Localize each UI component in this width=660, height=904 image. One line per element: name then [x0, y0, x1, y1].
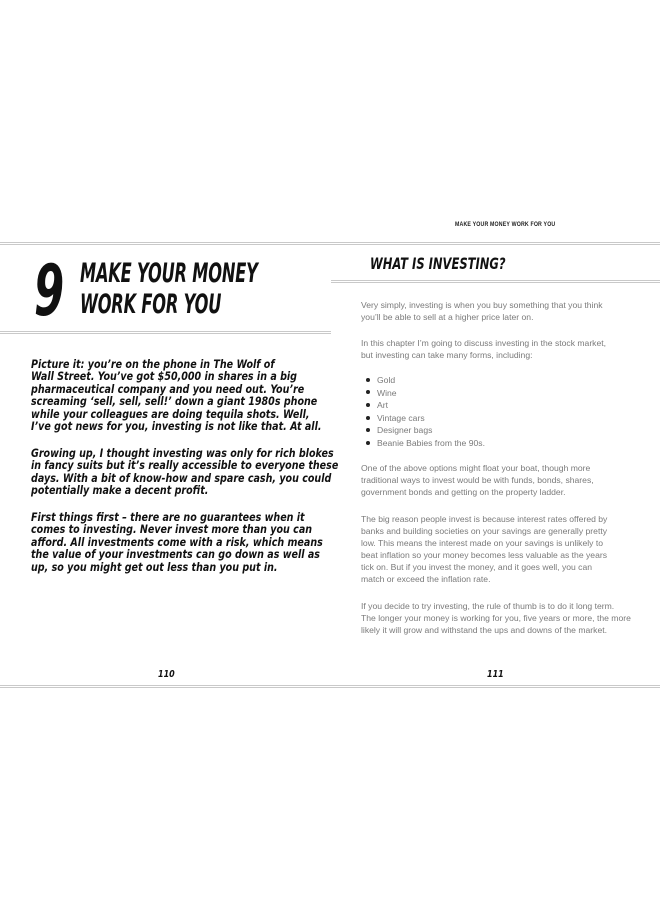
- section-title: WHAT IS INVESTING?: [370, 254, 506, 273]
- bullet-icon: [366, 416, 370, 420]
- chapter-title: [80, 258, 258, 320]
- list-item: [366, 437, 485, 450]
- text-line: Picture it: you’re on the phone in The Wolf of: [31, 358, 275, 371]
- header-rule-2: [0, 244, 660, 245]
- text-line: low. This means the interest made on your savings is unlikely to: [361, 538, 604, 548]
- text-line: screaming ‘sell, sell, sell!’ down a giant 1980s phone: [31, 395, 318, 409]
- list-item: [366, 412, 485, 425]
- section-rule-2: [331, 282, 660, 283]
- bullet-icon: [366, 403, 370, 407]
- definition-paragraph: [361, 299, 651, 323]
- text-line: potentially make a decent profit.: [31, 484, 209, 498]
- chapter-number: 9: [34, 250, 65, 332]
- footer-rule-2: [0, 687, 660, 688]
- text-line: I’ve got news for you, investing is not like that. At all.: [31, 420, 322, 434]
- rule-of-thumb-paragraph: [361, 600, 651, 636]
- text-line: comes to investing. Never invest more than you can: [31, 523, 313, 537]
- text-line: Very simply, investing is when you buy something that you think: [361, 300, 603, 310]
- section-rule: [331, 280, 660, 281]
- page-number-right: 111: [487, 669, 504, 680]
- chapter-rule-2: [0, 333, 331, 334]
- running-head: MAKE YOUR MONEY WORK FOR YOU: [455, 221, 556, 228]
- list-item-text: Beanie Babies from the 90s.: [377, 437, 485, 448]
- text-line: The big reason people invest is because interest rates offered by: [361, 514, 608, 524]
- growing-up-paragraph: [31, 447, 339, 498]
- intro-paragraph: [31, 358, 322, 434]
- text-line: beat inflation so your money becomes less valuable as the years: [361, 550, 608, 560]
- text-line: days. With a bit of know-how and spare cash, you could: [31, 471, 332, 485]
- text-line: up, so you might get out less than you put in.: [31, 560, 278, 574]
- text-line: likely it will grow and withstand the ups and downs of the market.: [361, 625, 608, 635]
- list-item: [366, 399, 485, 412]
- options-paragraph: [361, 462, 651, 498]
- text-line: you’ll be able to sell at a higher price later on.: [361, 312, 534, 322]
- text-line: The longer your money is working for you, five years or more, the more: [361, 613, 631, 623]
- list-item-text: Art: [377, 400, 388, 411]
- text-line: government bonds and getting on the property ladder.: [361, 487, 566, 497]
- bullet-icon: [366, 378, 370, 382]
- footer-rule: [0, 685, 660, 686]
- text-line: while your colleagues are doing tequila shots. Well,: [31, 407, 310, 421]
- text-line: match or exceed the inflation rate.: [361, 574, 491, 584]
- chapter-intro-paragraph: [361, 337, 651, 361]
- list-item: [366, 374, 485, 387]
- chapter-title-line: WORK FOR YOU: [80, 289, 222, 320]
- first-things-paragraph: [31, 511, 323, 574]
- text-line: If you decide to try investing, the rule of thumb is to do it long term.: [361, 601, 615, 611]
- chapter-title-line: MAKE YOUR MONEY: [80, 258, 258, 289]
- list-item: [366, 387, 485, 400]
- bullet-icon: [366, 428, 370, 432]
- page-number-left: 110: [158, 669, 175, 680]
- text-line: but investing can take many forms, including:: [361, 350, 533, 360]
- investment-types-list: [366, 374, 485, 450]
- text-line: traditional ways to invest would be with funds, bonds, shares,: [361, 475, 594, 485]
- bullet-icon: [366, 390, 370, 394]
- text-line: in fancy suits but it’s really accessible to everyone these: [31, 459, 339, 473]
- text-line: Growing up, I thought investing was only for rich blokes: [31, 447, 334, 460]
- text-line: afford. All investments come with a risk, which means: [31, 535, 323, 549]
- text-line: First things first – there are no guarantees when it: [31, 511, 305, 524]
- text-line: One of the above options might float your boat, though more: [361, 463, 591, 473]
- list-item-text: Wine: [377, 387, 397, 398]
- text-line: pharmaceutical company and you need out. You’re: [31, 382, 305, 396]
- text-line: banks and building societies on your savings are generally pretty: [361, 526, 608, 536]
- list-item: [366, 424, 485, 437]
- bullet-icon: [366, 441, 370, 445]
- text-line: Wall Street. You’ve got $50,000 in shares in a big: [31, 370, 298, 384]
- header-rule: [0, 242, 660, 243]
- text-line: the value of your investments can go down as well as: [31, 548, 320, 562]
- list-item-text: Designer bags: [377, 425, 433, 436]
- text-line: In this chapter I’m going to discuss investing in the stock market,: [361, 338, 607, 348]
- text-line: tick on. But if you invest the money, and it goes well, you can: [361, 562, 593, 572]
- list-item-text: Vintage cars: [377, 412, 425, 423]
- reason-paragraph: [361, 513, 651, 585]
- list-item-text: Gold: [377, 375, 396, 385]
